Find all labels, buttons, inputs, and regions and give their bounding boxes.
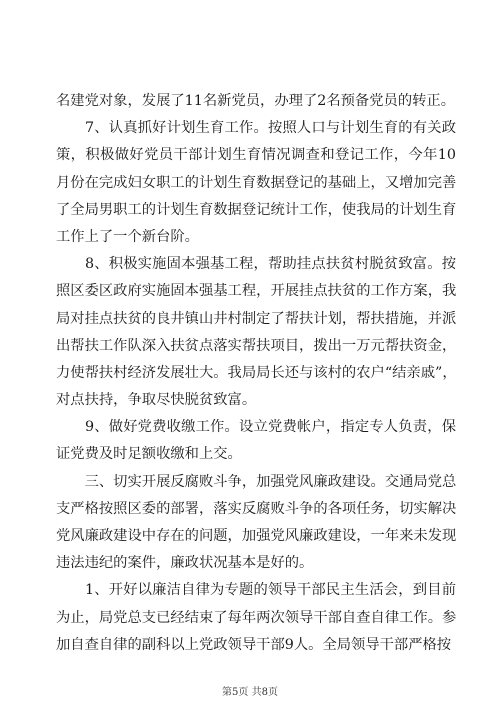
paragraph <box>56 251 456 414</box>
text-line: 违法违纪的案件，廉政状况基本是好的。 <box>56 555 314 572</box>
paragraph <box>56 115 456 251</box>
text-line: 9、做好党费收缴工作。设立党费帐户，指定专人负责，保 <box>56 419 456 436</box>
paragraph <box>56 88 456 115</box>
paragraph <box>56 469 456 578</box>
text-line: 工作上了一个新台阶。 <box>56 228 199 245</box>
text-line: 党风廉政建设中存在的问题，加强党风廉政建设，一年来未发现 <box>56 528 457 544</box>
text-line: 8、积极实施固本强基工程，帮助挂点扶贫村脱贫致富。按 <box>56 256 456 273</box>
text-line: 局对挂点扶贫的良井镇山井村制定了帮扶计划，帮扶措施，并派 <box>56 310 457 327</box>
text-line: 照区委区政府实施固本强基工程，开展挂点扶贫的工作方案，我 <box>56 283 457 300</box>
text-line: 月份在完成妇女职工的计划生育数据登记的基础上，又增加完善 <box>56 174 457 191</box>
text-line: 策，积极做好党员干部计划生育情况调查和登记工作，今年10 <box>56 147 456 164</box>
text-line: 证党费及时足额收缴和上交。 <box>56 446 242 463</box>
text-line: 加自查自律的副科以上党政领导干部9人。全局领导干部严格按 <box>56 636 452 653</box>
text-line: 了全局男职工的计划生育数据登记统计工作，使我局的计划生育 <box>56 201 457 218</box>
paragraph <box>56 577 456 659</box>
paragraph <box>56 414 456 468</box>
text-line: 三、切实开展反腐败斗争，加强党风廉政建设。交通局党总 <box>56 473 457 490</box>
text-line: 力使帮扶村经济发展壮大。我局局长还与该村的农户“结亲戚”， <box>56 364 457 381</box>
text-line: 为止，局党总支已经结束了每年两次领导干部自查自律工作。参 <box>56 609 457 626</box>
body-text <box>56 88 456 659</box>
text-line: 7、认真抓好计划生育工作。按照人口与计划生育的有关政 <box>56 120 456 137</box>
text-line: 出帮扶工作队深入扶贫点落实帮扶项目，拨出一万元帮扶资金， <box>56 337 457 354</box>
text-line: 名建党对象，发展了11名新党员，办理了2名预备党员的转正。 <box>56 93 456 109</box>
text-line: 1、开好以廉洁自律为专题的领导干部民主生活会，到目前 <box>56 582 456 599</box>
text-line: 支严格按照区委的部署，落实反腐败斗争的各项任务，切实解决 <box>56 500 457 517</box>
page-footer: 第5页 共8页 <box>222 687 278 698</box>
text-line: 对点扶持，争取尽快脱贫致富。 <box>56 392 257 409</box>
